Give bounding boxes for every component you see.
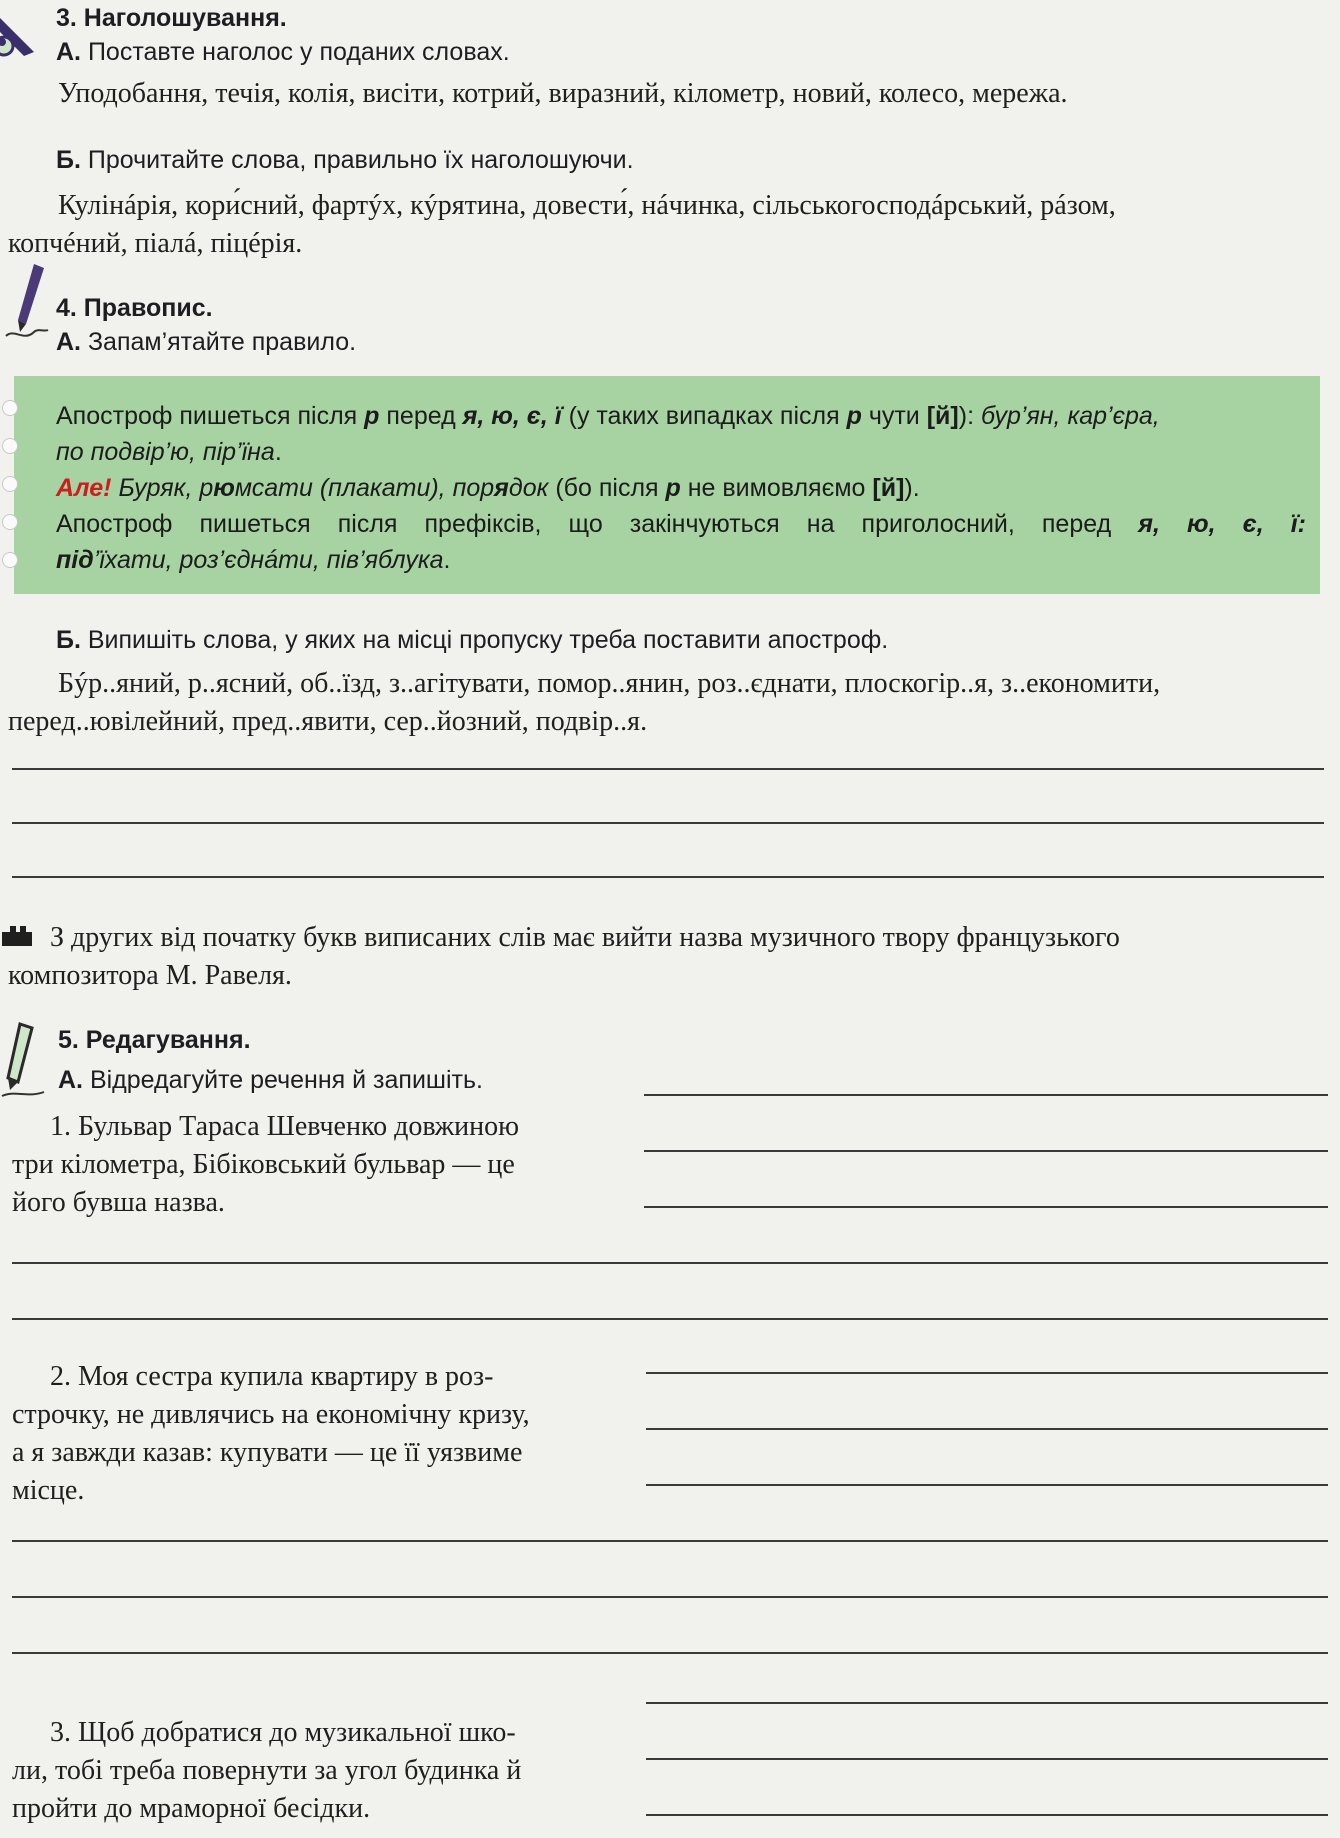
rule-text: чути xyxy=(861,402,927,430)
section-4-task-b xyxy=(56,626,888,655)
rule-examples: по подвір’ю, пір’їна xyxy=(56,438,275,466)
ex-part: мсати (плакати), пор xyxy=(234,474,495,502)
rule-examples: бур’ян, кар’єра, xyxy=(980,402,1160,430)
task-text: Прочитайте слова, правильно їх наголошуючи. xyxy=(87,146,634,174)
task-letter: Б. xyxy=(56,626,81,654)
rule-text: ). xyxy=(904,474,920,502)
rule-sound: [й] xyxy=(926,402,959,430)
ravel-note-line2: композитора М. Равеля. xyxy=(8,960,292,991)
exercise-line: 3. Щоб добратися до музикальної шко- xyxy=(50,1717,516,1748)
punch-hole xyxy=(2,476,18,492)
rule-line-4 xyxy=(56,506,1306,542)
punch-hole xyxy=(2,438,18,454)
exercise-2 xyxy=(12,1358,612,1510)
rule-letter: р xyxy=(364,402,380,430)
rule-text: перед xyxy=(379,402,463,430)
exercise-line: ли, тобі треба повернути за угол будинка й xyxy=(12,1755,522,1786)
apostrophe-words-line1: Бýр..яний, р..ясний, об..їзд, з..агітувати, помор..янин, роз..єднати, плоскогір..я, з..економити, xyxy=(58,668,1161,699)
answer-line[interactable] xyxy=(646,1758,1328,1760)
ex-part: док xyxy=(508,474,549,502)
section-5-icon xyxy=(0,1020,50,1100)
rule-sound: [й] xyxy=(872,474,905,502)
answer-line[interactable] xyxy=(12,1318,1328,1320)
ex-part: ’єднáти, пів xyxy=(218,546,360,574)
rule-exception-examples xyxy=(112,474,549,502)
task-letter: А. xyxy=(56,328,81,356)
rule-letters: я, ю, є, ї xyxy=(462,402,562,430)
task-letter: А. xyxy=(56,38,81,66)
ravel-note-line1: З других від початку букв виписаних слів має вийти назва музичного твору французького xyxy=(50,922,1120,953)
exercise-line: його бувша назва. xyxy=(12,1187,225,1218)
answer-line[interactable] xyxy=(646,1702,1328,1704)
answer-line[interactable] xyxy=(644,1150,1328,1152)
stress-words-b-line2: копчéний, піалá, піцéрія. xyxy=(8,228,303,259)
answer-line[interactable] xyxy=(646,1428,1328,1430)
pen-icon xyxy=(0,6,40,58)
punch-hole xyxy=(2,400,18,416)
punch-hole xyxy=(2,514,18,530)
ex-part-bold: я xyxy=(494,474,509,502)
exercise-line: пройти до мраморної бесідки. xyxy=(12,1793,371,1824)
task-letter: А. xyxy=(58,1066,83,1094)
answer-line[interactable] xyxy=(12,1262,1328,1264)
ex-part: ’їхати, роз xyxy=(93,546,219,574)
apostrophe-words-line2: перед..ювілейний, пред..явити, сер..йозний, подвір..я. xyxy=(8,706,648,737)
task-text: Випишіть слова, у яких на місці пропуску треба поставити апостроф. xyxy=(87,626,889,654)
answer-line[interactable] xyxy=(12,1652,1328,1654)
section-5-header: 5. Редагування. xyxy=(58,1026,251,1054)
ex-part: Буряк, р xyxy=(111,474,214,502)
exercise-line: три кілометра, Бібіковський бульвар — це xyxy=(12,1149,515,1180)
section-4-icon xyxy=(4,262,50,344)
rule-text: не вимовляємо xyxy=(680,474,873,502)
exercise-line: строчку, не дивлячись на економічну кризу, xyxy=(12,1399,530,1430)
answer-line[interactable] xyxy=(12,1596,1328,1598)
rule-text: (бо після xyxy=(548,474,666,502)
rule-letter: р xyxy=(665,474,681,502)
ex-part: ’яблука xyxy=(359,546,444,574)
stress-words-b-line1: Кулінáрія, кори́сний, фартýх, кýрятина, довести́, нáчинка, сільськогосподáрський, рáзом, xyxy=(58,190,1116,221)
ex-part-bold: ю xyxy=(213,474,235,502)
section-3-header: 3. Наголошування. xyxy=(56,4,287,32)
apostrophe-rule xyxy=(56,398,1306,578)
exercise-3 xyxy=(12,1714,612,1828)
answer-line[interactable] xyxy=(644,1094,1328,1096)
section-5-task-a xyxy=(58,1066,483,1095)
exercise-line: 2. Моя сестра купила квартиру в роз- xyxy=(50,1361,494,1392)
pencil-icon xyxy=(4,262,50,344)
answer-line[interactable] xyxy=(646,1484,1328,1486)
note-icon xyxy=(0,924,40,950)
marker-icon xyxy=(0,1020,50,1100)
rule-text: ): xyxy=(958,402,981,430)
task-text: Запам’ятайте правило. xyxy=(87,328,357,356)
answer-line[interactable] xyxy=(12,876,1324,878)
answer-line[interactable] xyxy=(646,1814,1328,1816)
rule-line-2 xyxy=(56,434,1306,470)
punch-hole xyxy=(2,552,18,568)
rule-text: . xyxy=(274,438,282,466)
task-text: Поставте наголос у поданих словах. xyxy=(87,38,510,66)
rule-line-5 xyxy=(56,542,1306,578)
section-4-header: 4. Правопис. xyxy=(56,294,213,322)
section-3-task-b xyxy=(56,146,634,175)
rule-letter: р xyxy=(846,402,862,430)
prefix-bold: під xyxy=(56,546,94,574)
section-4-task-a xyxy=(56,328,356,357)
rule-line-3 xyxy=(56,470,1306,506)
rule-text: Апостроф пишеться після xyxy=(56,402,365,430)
section-3-icon xyxy=(0,6,40,58)
exercise-1 xyxy=(12,1108,612,1222)
answer-line[interactable] xyxy=(644,1206,1328,1208)
section-3-task-a xyxy=(56,38,510,67)
stress-words-a: Уподобання, течія, колія, висіти, котрий, виразний, кілометр, новий, колесо, мережа. xyxy=(58,78,1068,109)
exercise-line: а я завжди казав: купувати — це її уязвиме xyxy=(12,1437,523,1468)
exercise-line: 1. Бульвар Тараса Шевченко довжиною xyxy=(50,1111,520,1142)
answer-line[interactable] xyxy=(12,768,1324,770)
ale-label: Але! xyxy=(56,474,112,502)
task-letter: Б. xyxy=(56,146,81,174)
rule-letters: я, ю, є, ї: xyxy=(1138,510,1306,538)
piano-icon xyxy=(0,924,40,950)
rule-line-1 xyxy=(56,398,1306,434)
task-text: Відредагуйте речення й запишіть. xyxy=(89,1066,483,1094)
rule-text: (у таких випадках після xyxy=(561,402,847,430)
rule-text: . xyxy=(443,546,451,574)
answer-line[interactable] xyxy=(12,1540,1328,1542)
answer-line[interactable] xyxy=(12,822,1324,824)
rule-text: Апостроф пишеться після префіксів, що закінчуються на приголосний, перед xyxy=(56,510,1139,538)
answer-line[interactable] xyxy=(646,1372,1328,1374)
rule-prefix-examples xyxy=(56,546,219,574)
exercise-line: місце. xyxy=(12,1475,85,1506)
